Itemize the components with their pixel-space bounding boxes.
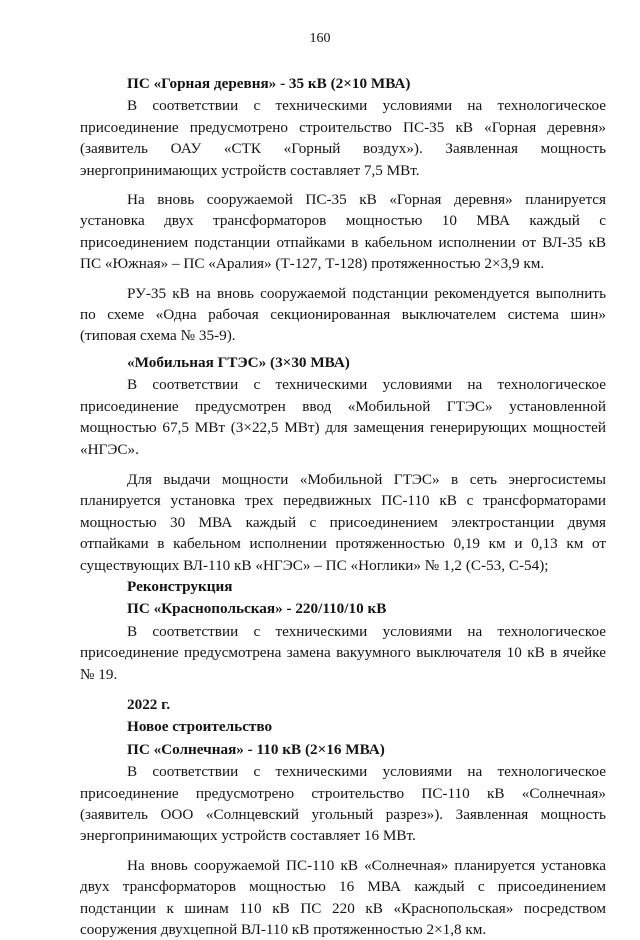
heading-krasnopolskaya: ПС «Краснопольская» - 220/110/10 кВ xyxy=(127,600,387,618)
heading-solnechnaya: ПС «Солнечная» - 110 кВ (2×16 МВА) xyxy=(127,740,385,758)
heading-reconstruction: Реконструкция xyxy=(127,577,233,595)
paragraph: РУ-35 кВ на вновь сооружаемой подстанции рекомендуется выполнить по схеме «Одна рабочая секционированная выключателем система шин» (типовая схема № 35-9). xyxy=(80,284,606,345)
heading-mobilnaya-gtes: «Мобильная ГТЭС» (3×30 МВА) xyxy=(127,353,350,371)
paragraph: На вновь сооружаемой ПС-110 кВ «Солнечная» планируется установка двух трансформаторов мощностью 16 МВА каждый с присоединением подстанции к шинам 110 кВ ПС 220 кВ «Краснопольская» посредством сооружения двухцепной ВЛ-110 кВ протяженностью 2×1,8 км. xyxy=(80,856,606,939)
paragraph: На вновь сооружаемой ПС-35 кВ «Горная деревня» планируется установка двух трансформаторов мощностью 10 МВА каждый с присоединением подстанции отпайками в кабельном исполнении от ВЛ-35 кВ ПС «Южная» – ПС «Аралия» (Т-127, Т-128) протяженностью 2×3,9 км. xyxy=(80,191,606,273)
heading-gornaya-derevnya: ПС «Горная деревня» - 35 кВ (2×10 МВА) xyxy=(127,75,411,92)
page-content xyxy=(80,73,606,940)
heading-new-construction: Новое строительство xyxy=(127,718,273,736)
page-number: 160 xyxy=(309,31,331,46)
paragraph: Для выдачи мощности «Мобильной ГТЭС» в сеть энергосистемы планируется установка трех передвижных ПС-110 кВ с трансформаторами мощностью 30 МВА каждый с присоединением электростанции двумя отпайками в кабельном исполнении протяженностью 0,19 км и 0,13 км от существующих ВЛ-110 кВ «НГЭС» – ПС «Ноглики» № 1,2 (С-53, С-54); xyxy=(80,470,606,574)
paragraph: В соответствии с техническими условиями на технологическое присоединение предусмотрен ввод «Мобильной ГТЭС» установленной мощностью 67,5 МВт (3×22,5 МВт) для замещения генерирующих мощностей «НГЭС». xyxy=(80,376,606,458)
paragraph: В соответствии с техническими условиями на технологическое присоединение предусмотрено строительство ПС-110 кВ «Солнечная» (заявитель ООО «Солнцевский угольный разрез»). Заявленная мощность энергопринимающих устройств составляет 16 МВт. xyxy=(80,763,606,845)
heading-year-2022: 2022 г. xyxy=(127,695,171,713)
paragraph: В соответствии с техническими условиями на технологическое присоединение предусмотрена замена вакуумного выключателя 10 кВ в ячейке № 19. xyxy=(80,622,606,683)
paragraph: В соответствии с техническими условиями на технологическое присоединение предусмотрено строительство ПС-35 кВ «Горная деревня» (заявитель ОАУ «СТК «Горный воздух»). Заявленная мощность энергопринимающих устройств составляет 7,5 МВт. xyxy=(80,97,606,179)
